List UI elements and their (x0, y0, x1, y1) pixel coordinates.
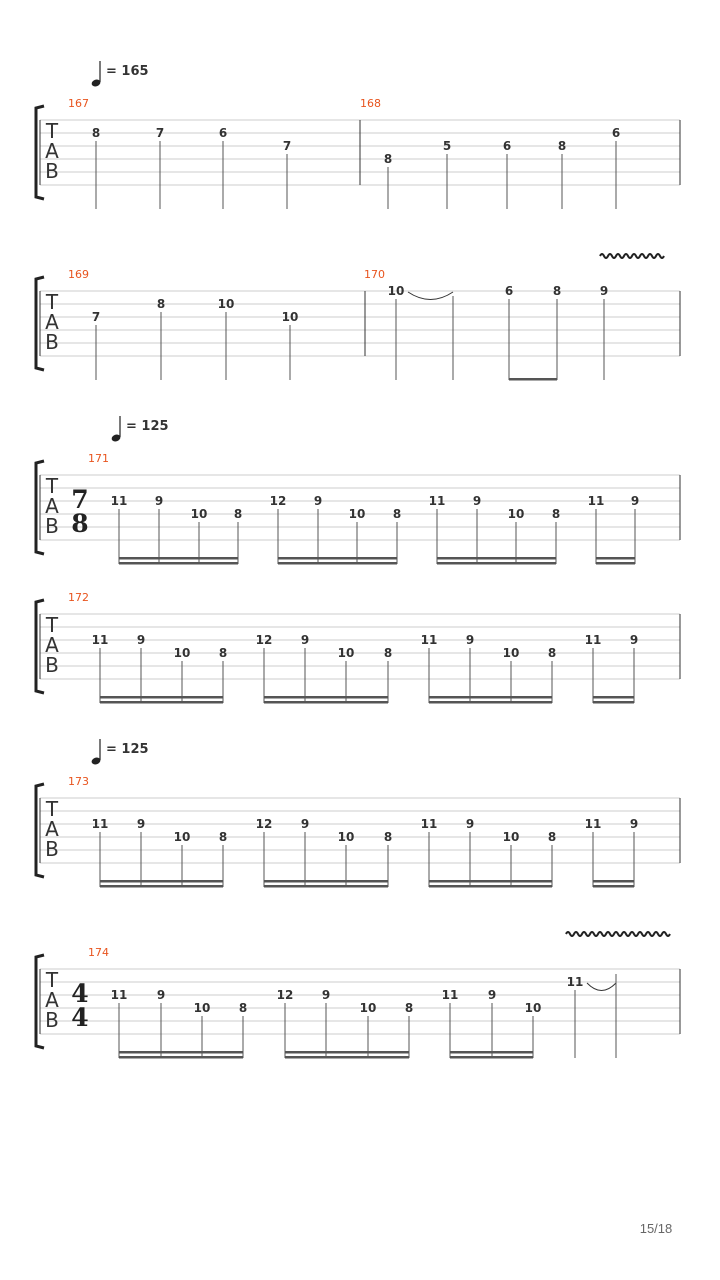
fret-number: 9 (136, 633, 146, 647)
beam (264, 696, 388, 699)
fret-number: 12 (269, 494, 287, 508)
tab-clef-letter: B (45, 837, 59, 861)
fret-number: 9 (630, 494, 640, 508)
fret-number: 8 (547, 646, 557, 660)
fret-number: 11 (584, 633, 602, 647)
measure-number: 172 (68, 591, 89, 604)
fret-number: 11 (587, 494, 605, 508)
beam (593, 696, 634, 699)
fret-number: 8 (238, 1001, 248, 1015)
fret-number: 11 (566, 975, 584, 989)
fret-number: 10 (217, 297, 235, 311)
fret-number: 11 (110, 494, 128, 508)
fret-number: 6 (611, 126, 621, 140)
tab-clef-letter: A (45, 988, 59, 1012)
beam (100, 880, 223, 883)
beam (509, 378, 557, 381)
beam (596, 557, 635, 560)
tab-clef-letter: B (45, 159, 59, 183)
measure-number: 169 (68, 268, 89, 281)
fret-number: 8 (552, 284, 562, 298)
time-signature-top: 7 (71, 485, 89, 514)
tab-clef-letter: A (45, 139, 59, 163)
fret-number: 5 (442, 139, 452, 153)
fret-number: 9 (136, 817, 146, 831)
fret-number: 10 (337, 830, 355, 844)
fret-number: 9 (487, 988, 497, 1002)
beam (429, 696, 552, 699)
fret-number: 6 (218, 126, 228, 140)
beam (278, 562, 397, 565)
fret-number: 9 (465, 633, 475, 647)
fret-number: 11 (91, 817, 109, 831)
fret-number: 6 (502, 139, 512, 153)
fret-number: 10 (507, 507, 525, 521)
fret-number: 8 (557, 139, 567, 153)
tab-clef-letter: B (45, 1008, 59, 1032)
fret-number: 11 (441, 988, 459, 1002)
beam (100, 696, 223, 699)
fret-number: 6 (504, 284, 514, 298)
tab-clef-letter: A (45, 817, 59, 841)
beam (429, 885, 552, 888)
measure-number: 170 (364, 268, 385, 281)
fret-number: 8 (156, 297, 166, 311)
fret-number: 10 (281, 310, 299, 324)
tab-clef-letter: T (45, 968, 59, 992)
measure-number: 167 (68, 97, 89, 110)
fret-number: 10 (190, 507, 208, 521)
fret-number: 8 (383, 646, 393, 660)
fret-number: 8 (383, 830, 393, 844)
fret-number: 11 (428, 494, 446, 508)
time-signature-bottom: 4 (71, 1003, 89, 1032)
tie-arc (408, 292, 453, 300)
measure-number: 174 (88, 946, 109, 959)
tab-clef-letter: T (45, 119, 59, 143)
beam (429, 880, 552, 883)
fret-number: 9 (465, 817, 475, 831)
beam (429, 701, 552, 704)
fret-number: 12 (255, 633, 273, 647)
beam (596, 562, 635, 565)
fret-number: 7 (155, 126, 165, 140)
tempo-marking: = 125 (106, 742, 149, 757)
fret-number: 10 (173, 830, 191, 844)
fret-number: 7 (91, 310, 101, 324)
fret-number: 10 (387, 284, 405, 298)
tab-clef-letter: A (45, 633, 59, 657)
fret-number: 9 (472, 494, 482, 508)
time-signature-top: 4 (71, 979, 89, 1008)
beam (593, 885, 634, 888)
tab-clef-letter: A (45, 310, 59, 334)
fret-number: 9 (300, 633, 310, 647)
fret-number: 9 (629, 633, 639, 647)
fret-number: 11 (584, 817, 602, 831)
tab-clef-letter: A (45, 494, 59, 518)
tab-clef-letter: T (45, 290, 59, 314)
fret-number: 10 (502, 830, 520, 844)
beam (100, 701, 223, 704)
fret-number: 8 (551, 507, 561, 521)
beam (285, 1051, 409, 1054)
fret-number: 10 (337, 646, 355, 660)
beam (437, 562, 556, 565)
fret-number: 10 (173, 646, 191, 660)
fret-number: 12 (276, 988, 294, 1002)
tab-clef-letter: T (45, 613, 59, 637)
fret-number: 8 (233, 507, 243, 521)
time-signature-bottom: 8 (71, 509, 89, 538)
fret-number: 12 (255, 817, 273, 831)
beam (119, 557, 238, 560)
fret-number: 9 (156, 988, 166, 1002)
tab-clef-letter: B (45, 653, 59, 677)
fret-number: 8 (404, 1001, 414, 1015)
measure-number: 173 (68, 775, 89, 788)
tab-clef-letter: T (45, 474, 59, 498)
fret-number: 8 (218, 830, 228, 844)
fret-number: 9 (629, 817, 639, 831)
fret-number: 9 (599, 284, 609, 298)
beam (119, 562, 238, 565)
fret-number: 10 (348, 507, 366, 521)
beam (593, 701, 634, 704)
tempo-marking: = 125 (126, 419, 169, 434)
fret-number: 9 (300, 817, 310, 831)
fret-number: 8 (392, 507, 402, 521)
fret-number: 11 (91, 633, 109, 647)
fret-number: 7 (282, 139, 292, 153)
beam (285, 1056, 409, 1059)
fret-number: 8 (547, 830, 557, 844)
page-number: 15/18 (639, 1221, 673, 1236)
beam (119, 1056, 243, 1059)
fret-number: 9 (313, 494, 323, 508)
fret-number: 10 (524, 1001, 542, 1015)
measure-number: 171 (88, 452, 109, 465)
beam (593, 880, 634, 883)
measure-number: 168 (360, 97, 381, 110)
beam (100, 885, 223, 888)
beam (264, 885, 388, 888)
fret-number: 8 (383, 152, 393, 166)
tab-clef-letter: B (45, 330, 59, 354)
tie-arc (587, 983, 616, 991)
fret-number: 9 (321, 988, 331, 1002)
fret-number: 10 (502, 646, 520, 660)
beam (450, 1056, 533, 1059)
fret-number: 11 (420, 817, 438, 831)
beam (264, 701, 388, 704)
fret-number: 11 (420, 633, 438, 647)
beam (278, 557, 397, 560)
vibrato-icon (600, 254, 664, 258)
fret-number: 11 (110, 988, 128, 1002)
beam (437, 557, 556, 560)
fret-number: 8 (91, 126, 101, 140)
tab-clef-letter: T (45, 797, 59, 821)
vibrato-icon (566, 932, 670, 936)
fret-number: 8 (218, 646, 228, 660)
tempo-marking: = 165 (106, 64, 149, 79)
beam (119, 1051, 243, 1054)
fret-number: 9 (154, 494, 164, 508)
beam (264, 880, 388, 883)
beam (450, 1051, 533, 1054)
tab-clef-letter: B (45, 514, 59, 538)
fret-number: 10 (359, 1001, 377, 1015)
fret-number: 10 (193, 1001, 211, 1015)
